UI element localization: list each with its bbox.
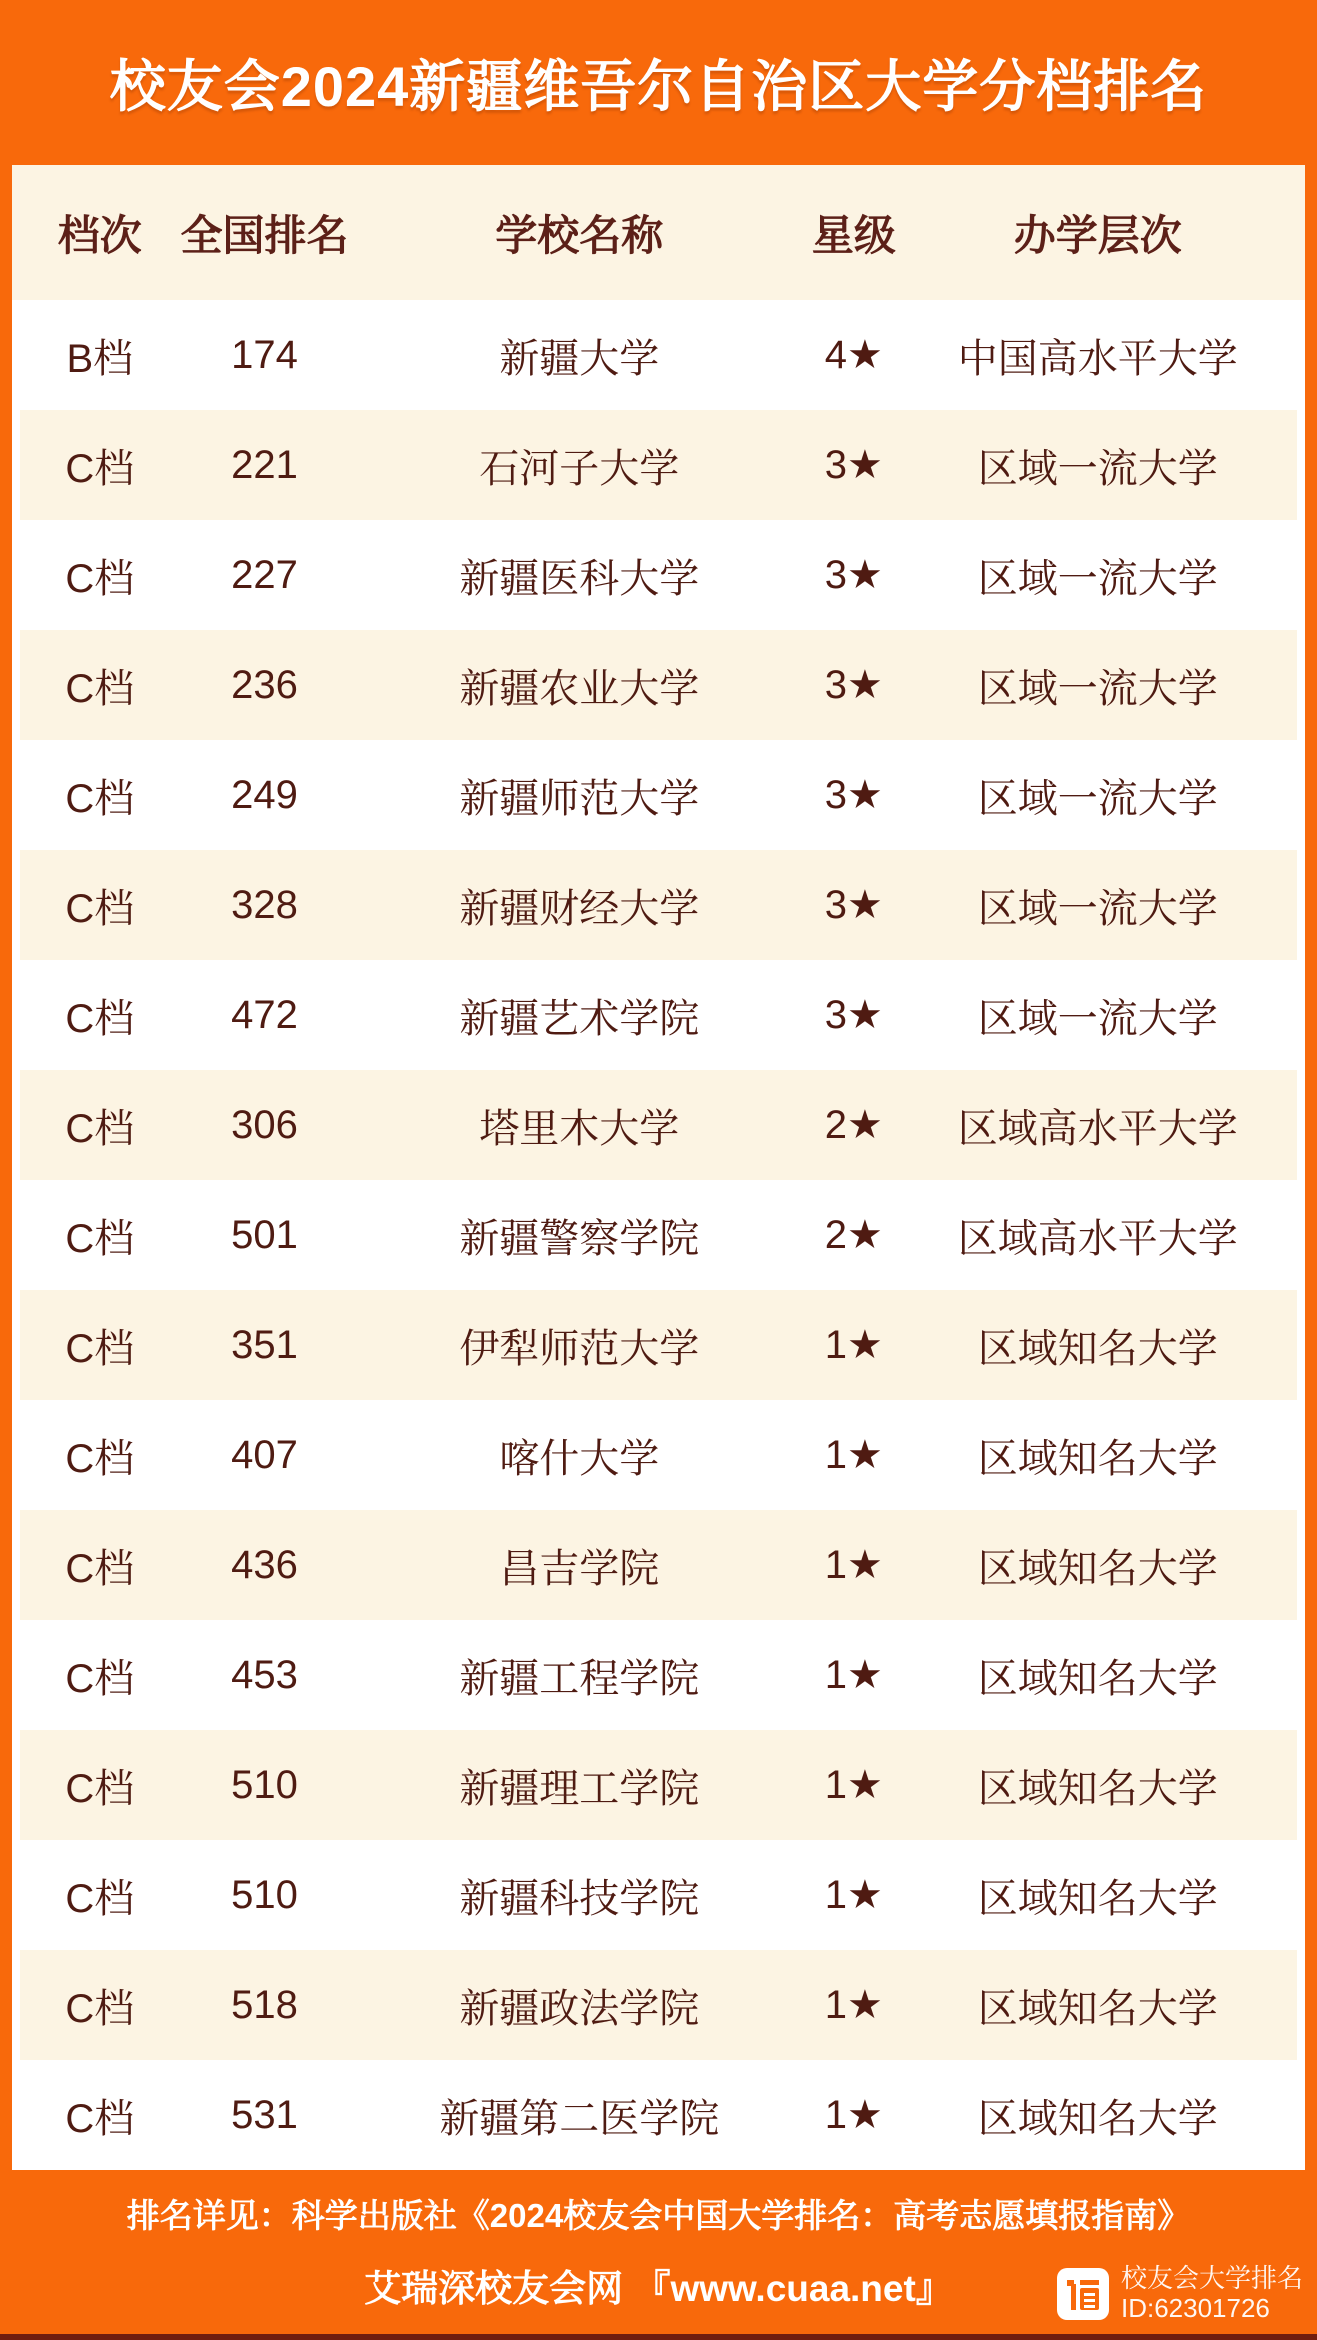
table-row-stripe bbox=[20, 2060, 1297, 2170]
cell-national-rank: 249 bbox=[231, 772, 298, 817]
cell-tier: C档 bbox=[65, 2096, 135, 2141]
cell-school-level: 区域一流大学 bbox=[977, 666, 1218, 711]
column-header-school-name: 学校名称 bbox=[495, 211, 664, 259]
cell-tier: C档 bbox=[65, 446, 135, 491]
cell-school-name: 新疆艺术学院 bbox=[459, 996, 700, 1041]
cell-national-rank: 510 bbox=[231, 1872, 298, 1917]
cell-school-name: 新疆第二医学院 bbox=[439, 2096, 720, 2141]
cell-school-level: 区域知名大学 bbox=[977, 1876, 1218, 1921]
cell-national-rank: 236 bbox=[231, 662, 298, 707]
table-row-stripe bbox=[20, 1620, 1297, 1730]
cell-school-name: 新疆理工学院 bbox=[459, 1766, 700, 1811]
cell-school-level: 区域高水平大学 bbox=[957, 1216, 1238, 1261]
table-row bbox=[12, 1180, 1305, 1290]
cell-school-name: 喀什大学 bbox=[499, 1436, 660, 1481]
cell-star-rating: 2★ bbox=[824, 1213, 883, 1257]
cell-school-name: 伊犁师范大学 bbox=[459, 1326, 700, 1371]
cell-star-rating: 3★ bbox=[824, 553, 883, 597]
table-row-stripe bbox=[20, 740, 1297, 850]
cell-star-rating: 3★ bbox=[824, 993, 883, 1037]
cell-tier: C档 bbox=[65, 996, 135, 1041]
table-row bbox=[12, 1400, 1305, 1510]
cell-tier: C档 bbox=[65, 1986, 135, 2031]
cell-school-name: 新疆财经大学 bbox=[459, 886, 700, 931]
cell-star-rating: 1★ bbox=[824, 1873, 883, 1917]
footer-banner bbox=[0, 2170, 1317, 2340]
cell-school-level: 区域知名大学 bbox=[977, 1766, 1218, 1811]
table-row bbox=[12, 630, 1305, 740]
badge-id: ID:62301726 bbox=[1120, 2293, 1270, 2324]
cell-tier: C档 bbox=[65, 776, 135, 821]
table-row bbox=[12, 960, 1305, 1070]
table-row bbox=[12, 1620, 1305, 1730]
table-row-stripe bbox=[20, 300, 1297, 410]
cell-school-level: 区域知名大学 bbox=[977, 1326, 1218, 1371]
cell-national-rank: 306 bbox=[231, 1102, 298, 1147]
footer-note: 排名详见：科学出版社《2024校友会中国大学排名：高考志愿填报指南》 bbox=[126, 2197, 1191, 2234]
cell-star-rating: 3★ bbox=[824, 443, 883, 487]
cell-school-name: 新疆师范大学 bbox=[459, 776, 700, 821]
page-title: 校友会2024新疆维吾尔自治区大学分档排名 bbox=[109, 54, 1208, 118]
footer-site-link: 艾瑞深校友会网 『www.cuaa.net』 bbox=[364, 2268, 953, 2309]
table-row-stripe bbox=[20, 410, 1297, 520]
table-row-stripe bbox=[20, 1840, 1297, 1950]
cell-school-name: 昌吉学院 bbox=[499, 1546, 660, 1591]
cell-national-rank: 328 bbox=[231, 882, 298, 927]
table-row bbox=[12, 410, 1305, 520]
cell-tier: C档 bbox=[65, 556, 135, 601]
table-row-stripe bbox=[20, 850, 1297, 960]
cell-national-rank: 407 bbox=[231, 1432, 298, 1477]
table-row bbox=[12, 520, 1305, 630]
cell-school-name: 新疆科技学院 bbox=[459, 1876, 700, 1921]
cell-tier: C档 bbox=[65, 1546, 135, 1591]
cell-school-level: 区域知名大学 bbox=[977, 1546, 1218, 1591]
cell-star-rating: 3★ bbox=[824, 663, 883, 707]
cell-school-level: 区域高水平大学 bbox=[957, 1106, 1238, 1151]
cell-tier: C档 bbox=[65, 886, 135, 931]
cell-tier: C档 bbox=[65, 1656, 135, 1701]
cell-tier: C档 bbox=[65, 1436, 135, 1481]
cell-star-rating: 2★ bbox=[824, 1103, 883, 1147]
cell-national-rank: 351 bbox=[231, 1322, 298, 1367]
cell-tier: B档 bbox=[66, 336, 134, 381]
table-header-row bbox=[12, 165, 1305, 300]
cell-tier: C档 bbox=[65, 1216, 135, 1261]
table-row-stripe bbox=[20, 1070, 1297, 1180]
table-row bbox=[12, 850, 1305, 960]
table-row-stripe bbox=[20, 960, 1297, 1070]
cell-school-level: 区域知名大学 bbox=[977, 2096, 1218, 2141]
cell-tier: C档 bbox=[65, 666, 135, 711]
table-row bbox=[12, 1290, 1305, 1400]
cell-national-rank: 227 bbox=[231, 552, 298, 597]
cell-star-rating: 1★ bbox=[824, 1763, 883, 1807]
cell-school-level: 区域一流大学 bbox=[977, 776, 1218, 821]
cell-national-rank: 174 bbox=[231, 332, 298, 377]
cell-star-rating: 3★ bbox=[824, 883, 883, 927]
cell-tier: C档 bbox=[65, 1106, 135, 1151]
badge-title: 校友会大学排名 bbox=[1120, 2263, 1303, 2294]
column-header-national-rank: 全国排名 bbox=[180, 211, 349, 259]
table-row-stripe bbox=[20, 1400, 1297, 1510]
cell-star-rating: 1★ bbox=[824, 1323, 883, 1367]
cell-star-rating: 1★ bbox=[824, 1433, 883, 1477]
cuaa-logo-icon bbox=[1057, 2268, 1109, 2320]
cell-school-level: 区域知名大学 bbox=[977, 1986, 1218, 2031]
cell-school-name: 新疆警察学院 bbox=[459, 1216, 700, 1261]
cell-school-level: 区域一流大学 bbox=[977, 886, 1218, 931]
cell-school-level: 区域知名大学 bbox=[977, 1436, 1218, 1481]
cell-national-rank: 518 bbox=[231, 1982, 298, 2027]
cell-star-rating: 1★ bbox=[824, 2093, 883, 2137]
table-row bbox=[12, 300, 1305, 410]
cell-school-level: 区域一流大学 bbox=[977, 996, 1218, 1041]
cell-national-rank: 221 bbox=[231, 442, 298, 487]
table-row bbox=[12, 2060, 1305, 2170]
cell-tier: C档 bbox=[65, 1326, 135, 1371]
cell-tier: C档 bbox=[65, 1766, 135, 1811]
table-row bbox=[12, 1070, 1305, 1180]
watermark-text bbox=[1121, 2264, 1303, 2324]
cell-school-level: 区域一流大学 bbox=[977, 556, 1218, 601]
column-header-tier: 档次 bbox=[57, 211, 142, 259]
cell-school-name: 石河子大学 bbox=[479, 446, 680, 491]
table-body bbox=[12, 300, 1305, 2170]
cell-school-name: 新疆大学 bbox=[499, 336, 660, 381]
cell-national-rank: 510 bbox=[231, 1762, 298, 1807]
cell-star-rating: 1★ bbox=[824, 1543, 883, 1587]
bottom-strip bbox=[0, 2334, 1317, 2340]
table-row-stripe bbox=[20, 1950, 1297, 2060]
column-header-star-rating: 星级 bbox=[811, 211, 896, 259]
cell-star-rating: 3★ bbox=[824, 773, 883, 817]
cell-national-rank: 436 bbox=[231, 1542, 298, 1587]
cell-school-name: 新疆工程学院 bbox=[459, 1656, 700, 1701]
cell-school-name: 塔里木大学 bbox=[479, 1106, 680, 1151]
cell-national-rank: 453 bbox=[231, 1652, 298, 1697]
table-row bbox=[12, 740, 1305, 850]
cell-school-level: 区域一流大学 bbox=[977, 446, 1218, 491]
cell-star-rating: 1★ bbox=[824, 1653, 883, 1697]
cell-tier: C档 bbox=[65, 1876, 135, 1921]
table-row-stripe bbox=[20, 630, 1297, 740]
cell-school-name: 新疆医科大学 bbox=[459, 556, 700, 601]
cell-star-rating: 1★ bbox=[824, 1983, 883, 2027]
header-banner bbox=[0, 0, 1317, 165]
cell-national-rank: 531 bbox=[231, 2092, 298, 2137]
table-row-stripe bbox=[20, 1290, 1297, 1400]
cell-national-rank: 472 bbox=[231, 992, 298, 1037]
cell-school-level: 中国高水平大学 bbox=[957, 336, 1238, 381]
table-row bbox=[12, 1730, 1305, 1840]
ranking-table bbox=[12, 165, 1305, 2170]
table-row-stripe bbox=[20, 520, 1297, 630]
cell-school-name: 新疆政法学院 bbox=[459, 1986, 700, 2031]
table-row bbox=[12, 1950, 1305, 2060]
table-row-stripe bbox=[20, 1180, 1297, 1290]
watermark-badge bbox=[1057, 2264, 1303, 2324]
cell-school-level: 区域知名大学 bbox=[977, 1656, 1218, 1701]
cell-star-rating: 4★ bbox=[824, 333, 883, 377]
table-row-stripe bbox=[20, 1730, 1297, 1840]
cell-school-name: 新疆农业大学 bbox=[459, 666, 700, 711]
cell-national-rank: 501 bbox=[231, 1212, 298, 1257]
table-row bbox=[12, 1840, 1305, 1950]
table-row-stripe bbox=[20, 1510, 1297, 1620]
column-header-school-level: 办学层次 bbox=[1013, 211, 1182, 259]
table-row bbox=[12, 1510, 1305, 1620]
